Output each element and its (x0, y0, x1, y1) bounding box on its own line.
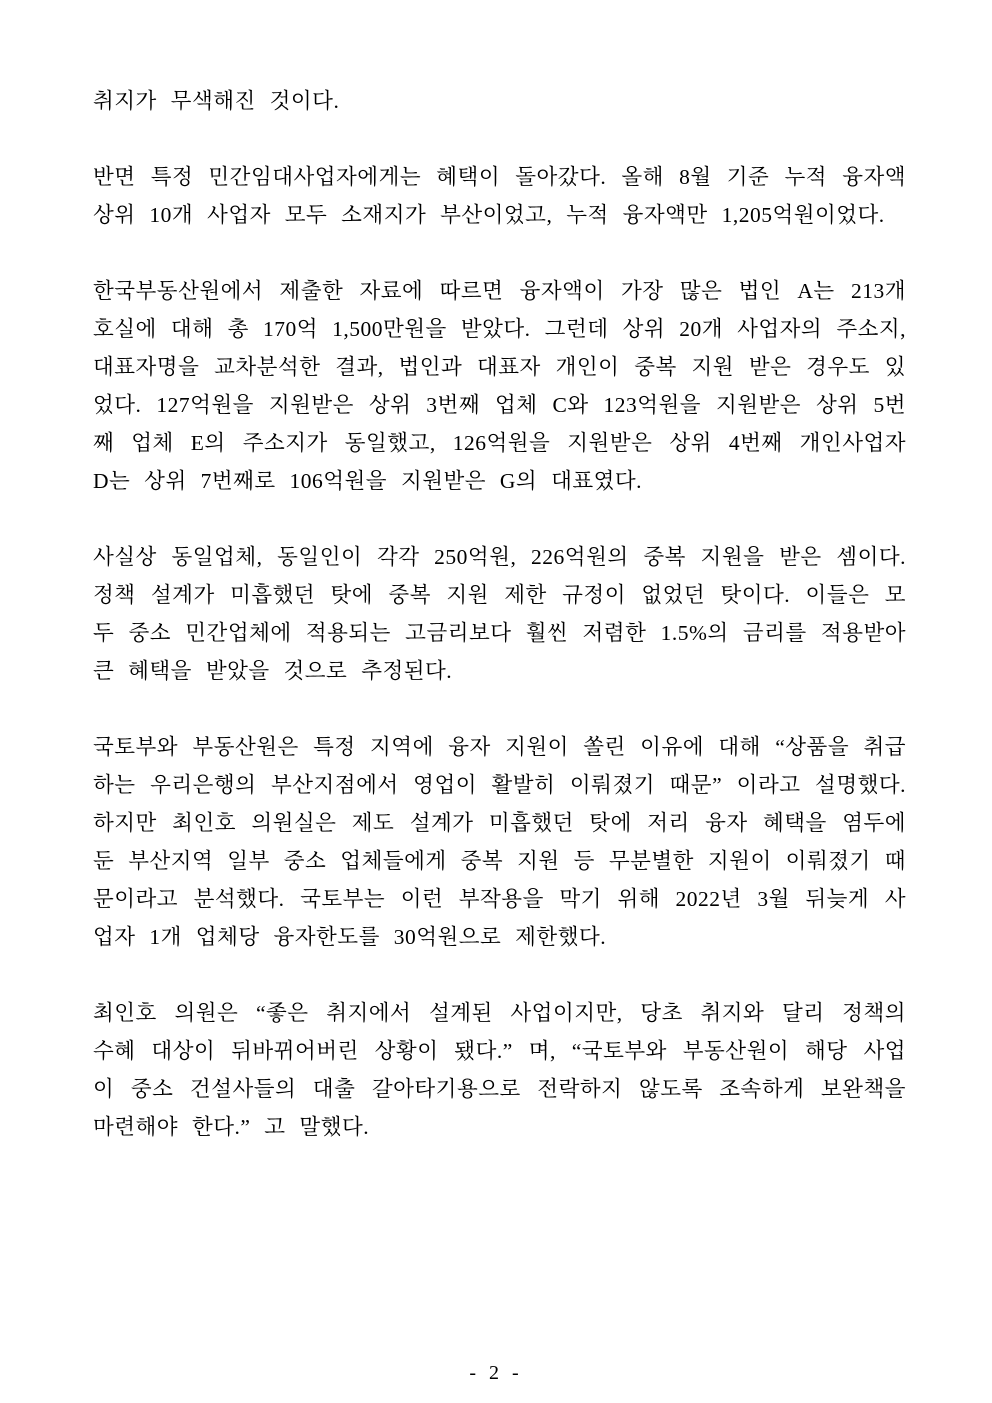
paragraph-molit-explanation: 국토부와 부동산원은 특정 지역에 융자 지원이 쏠린 이유에 대해 “상품을 취급하는 우리은행의 부산지점에서 영업이 활발히 이뤄졌기 때문” 이라고 설명했다. 하지만 최인호 의원실은 제도 설계가 미흡했던 탓에 저리 융자 혜택을 염두에 둔 부산지역 일부 중소 업체들에게 중복 지원 등 무분별한 지원이 이뤄졌기 때문이라고 분석했다. 국토부는 이런 부작용을 막기 위해 2022년 3월 뒤늦게 사업자 1개 업체당 융자한도를 30억원으로 제한했다. (93, 735, 906, 949)
document-body (93, 82, 906, 1184)
paragraph-benefit-busan: 반면 특정 민간임대사업자에게는 혜택이 돌아갔다. 올해 8월 기준 누적 융자액 상위 10개 사업자 모두 소재지가 부산이었고, 누적 융자액만 1,205억원이었다. (93, 165, 906, 227)
paragraph-conclusion-intro: 취지가 무색해진 것이다. (93, 89, 340, 113)
paragraph-lawmaker-quote: 최인호 의원은 “좋은 취지에서 설계된 사업이지만, 당초 취지와 달리 정책의 수혜 대상이 뒤바뀌어버린 상황이 됐다.” 며, “국토부와 부동산원이 해당 사업이 중소 건설사들의 대출 갈아타기용으로 전락하지 않도록 조속하게 보완책을 마련해야 한다.” 고 말했다. (93, 1001, 906, 1139)
page-number: - 2 - (469, 1362, 523, 1384)
paragraph-reb-data-analysis: 한국부동산원에서 제출한 자료에 따르면 융자액이 가장 많은 법인 A는 213개 호실에 대해 총 170억 1,500만원을 받았다. 그런데 상위 20개 사업자의 주소지, 대표자명을 교차분석한 결과, 법인과 대표자 개인이 중복 지원 받은 경우도 있었다. 127억원을 지원받은 상위 3번째 업체 C와 123억원을 지원받은 상위 5번째 업체 E의 주소지가 동일했고, 126억원을 지원받은 상위 4번째 개인사업자 D는 상위 7번째로 106억원을 지원받은 G의 대표였다. (93, 279, 906, 493)
paragraph-duplicate-support: 사실상 동일업체, 동일인이 각각 250억원, 226억원의 중복 지원을 받은 셈이다. 정책 설계가 미흡했던 탓에 중복 지원 제한 규정이 없었던 탓이다. 이들은 모두 중소 민간업체에 적용되는 고금리보다 훨씬 저렴한 1.5%의 금리를 적용받아 큰 혜택을 받았을 것으로 추정된다. (93, 545, 906, 683)
